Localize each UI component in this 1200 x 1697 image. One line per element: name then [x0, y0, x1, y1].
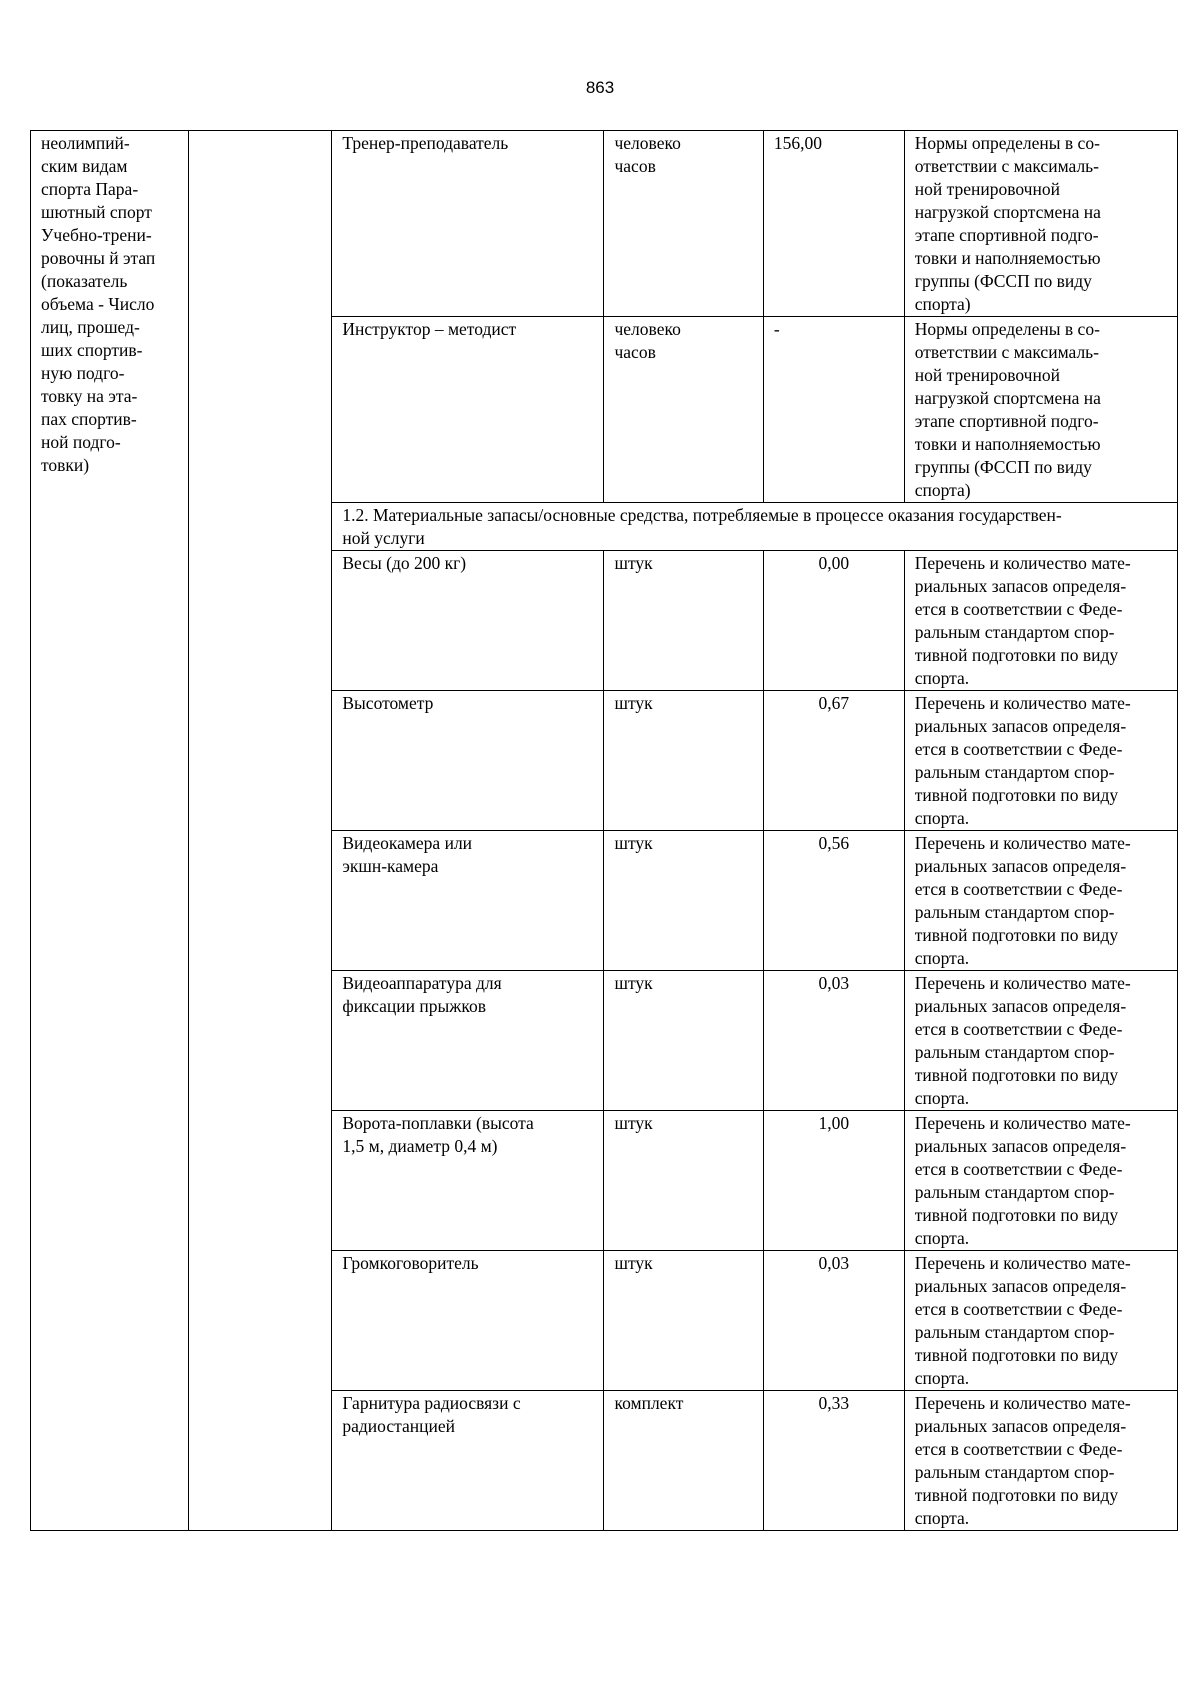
- resource-note: Перечень и количество мате- риальных запасов определя- ется в соответствии с Феде- ральным стандартом спор- тивной подготовки по виду спорта.: [904, 1251, 1177, 1391]
- resource-note: Перечень и количество мате- риальных запасов определя- ется в соответствии с Феде- ральным стандартом спор- тивной подготовки по виду спорта.: [904, 831, 1177, 971]
- resource-value: -: [763, 317, 904, 503]
- resource-value: 0,67: [763, 691, 904, 831]
- resource-note: Нормы определены в со- ответствии с максималь- ной тренировочной нагрузкой спортсмена на этапе спортивной подго- товки и наполняемостью группы (ФССП по виду спорта): [904, 317, 1177, 503]
- resource-name: Ворота-поплавки (высота 1,5 м, диаметр 0,4 м): [332, 1111, 604, 1251]
- resource-note: Перечень и количество мате- риальных запасов определя- ется в соответствии с Феде- ральным стандартом спор- тивной подготовки по виду спорта.: [904, 1391, 1177, 1531]
- resource-value: 156,00: [763, 131, 904, 317]
- resource-name: Громкоговоритель: [332, 1251, 604, 1391]
- section-heading: 1.2. Материальные запасы/основные средства, потребляемые в процессе оказания государствен- ной услуги: [332, 503, 1178, 551]
- norms-table: [30, 130, 1178, 1531]
- resource-note: Перечень и количество мате- риальных запасов определя- ется в соответствии с Феде- ральным стандартом спор- тивной подготовки по виду спорта.: [904, 691, 1177, 831]
- resource-note: Нормы определены в со- ответствии с максималь- ной тренировочной нагрузкой спортсмена на этапе спортивной подго- товки и наполняемостью группы (ФССП по виду спорта): [904, 131, 1177, 317]
- resource-value: 0,03: [763, 971, 904, 1111]
- resource-value: 0,03: [763, 1251, 904, 1391]
- resource-value: 0,00: [763, 551, 904, 691]
- resource-value: 0,33: [763, 1391, 904, 1531]
- resource-unit: штук: [604, 831, 763, 971]
- resource-name: Гарнитура радиосвязи с радиостанцией: [332, 1391, 604, 1531]
- resource-unit: штук: [604, 1251, 763, 1391]
- resource-unit: штук: [604, 551, 763, 691]
- resource-unit: человеко часов: [604, 131, 763, 317]
- resource-unit: комплект: [604, 1391, 763, 1531]
- resource-name: Видеоаппаратура для фиксации прыжков: [332, 971, 604, 1111]
- page-number: 863: [585, 78, 615, 97]
- resource-unit: человеко часов: [604, 317, 763, 503]
- service-description: неолимпий- ским видам спорта Пара- шютный спорт Учебно-трени- ровочны й этап (показатель объема - Число лиц, прошед- ших спортив- ную подго- товку на эта- пах спортив- ной подго- товки): [31, 131, 189, 1531]
- staff-row: [31, 131, 1178, 317]
- resource-value: 1,00: [763, 1111, 904, 1251]
- resource-note: Перечень и количество мате- риальных запасов определя- ется в соответствии с Феде- ральным стандартом спор- тивной подготовки по виду спорта.: [904, 1111, 1177, 1251]
- resource-note: Перечень и количество мате- риальных запасов определя- ется в соответствии с Феде- ральным стандартом спор- тивной подготовки по виду спорта.: [904, 551, 1177, 691]
- resource-name: Тренер-преподаватель: [332, 131, 604, 317]
- resource-name: Высотометр: [332, 691, 604, 831]
- resource-name: Весы (до 200 кг): [332, 551, 604, 691]
- resource-unit: штук: [604, 971, 763, 1111]
- empty-column-cell: [189, 131, 332, 1531]
- resource-note: Перечень и количество мате- риальных запасов определя- ется в соответствии с Феде- ральным стандартом спор- тивной подготовки по виду спорта.: [904, 971, 1177, 1111]
- resource-name: Инструктор – методист: [332, 317, 604, 503]
- resource-value: 0,56: [763, 831, 904, 971]
- resource-unit: штук: [604, 1111, 763, 1251]
- resource-name: Видеокамера или экшн-камера: [332, 831, 604, 971]
- resource-unit: штук: [604, 691, 763, 831]
